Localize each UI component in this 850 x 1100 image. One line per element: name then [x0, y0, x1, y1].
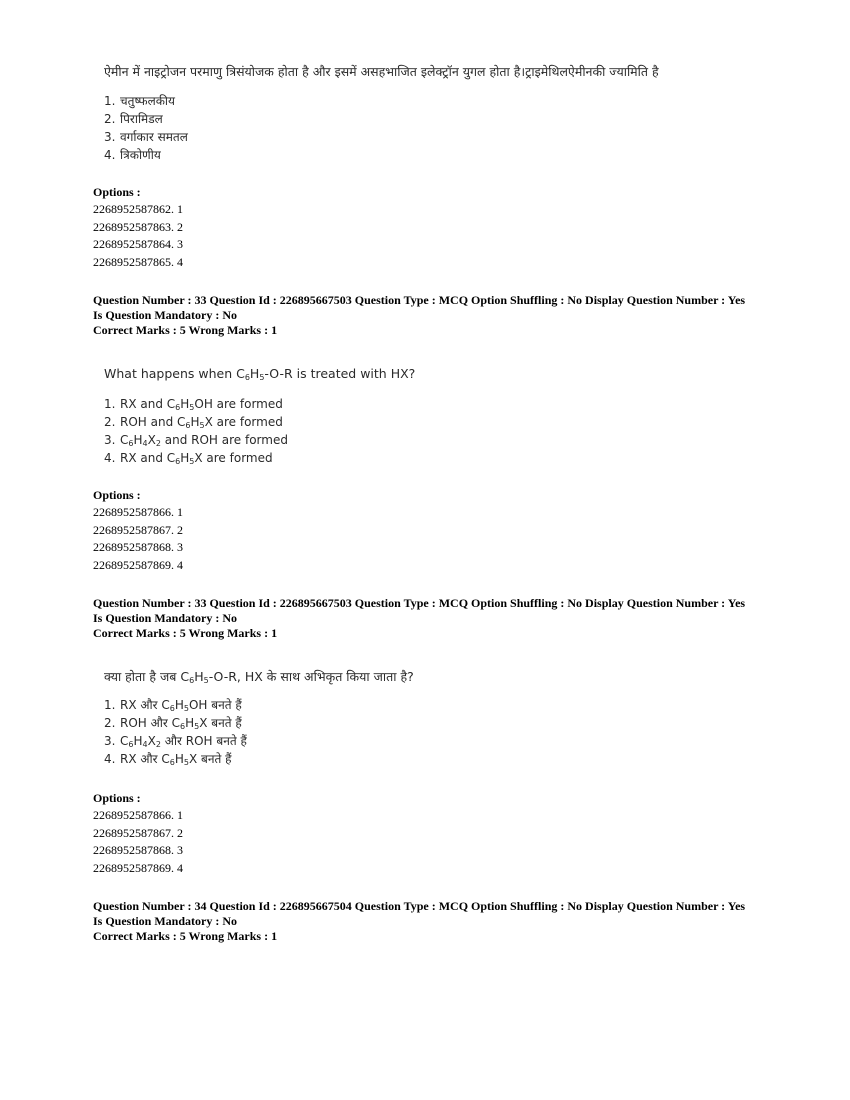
- question-meta: [93, 293, 757, 338]
- choice-item: 1. चतुष्फलकीय: [104, 94, 175, 108]
- marks-info: Correct Marks : 5 Wrong Marks : 1: [93, 626, 278, 640]
- question-text: ऐमीन में नाइट्रोजन परमाणु त्रिसंयोजक होता है और इसमें असहभाजित इलेक्ट्रॉन युगल होता है।ट्राइमेथिलऐमीनकी ज्यामिति है: [104, 64, 659, 79]
- question-meta: [93, 899, 757, 944]
- choice-item: 4. RX और $C_6H_5X$ बनते हैं: [104, 752, 232, 767]
- option-id: 2268952587866. 1: [93, 505, 183, 519]
- question-header: Question Number : 34 Question Id : 226895667504 Question Type : MCQ Option Shuffling : No Display Question Number : Yes Is Question Mandatory : No: [93, 899, 746, 928]
- question-header: Question Number : 33 Question Id : 226895667503 Question Type : MCQ Option Shuffling : No Display Question Number : Yes Is Question Mandatory : No: [93, 596, 746, 625]
- option-id: 2268952587868. 3: [93, 540, 183, 555]
- choice-list: [104, 696, 247, 768]
- option-id: 2268952587867. 2: [93, 522, 183, 537]
- choice-item: 4. त्रिकोणीय: [104, 148, 161, 162]
- option-id: 2268952587864. 3: [93, 237, 183, 252]
- question-meta: [93, 596, 757, 641]
- option-id: 2268952587865. 4: [93, 255, 183, 270]
- options-heading: Options :: [93, 488, 141, 502]
- option-id: 2268952587869. 4: [93, 861, 183, 876]
- choice-item: 2. ROH and $C_6H_5X$ are formed: [104, 415, 283, 430]
- choice-list: [104, 395, 288, 467]
- choice-item: 1. RX and $C_6H_5OH$ are formed: [104, 397, 283, 412]
- question-header: Question Number : 33 Question Id : 226895667503 Question Type : MCQ Option Shuffling : No Display Question Number : Yes Is Question Mandatory : No: [93, 293, 746, 322]
- choice-item: 3. $C_6H_4X_2$ and ROH are formed: [104, 433, 288, 448]
- choice-item: 4. RX and $C_6H_5X$ are formed: [104, 451, 273, 466]
- option-id: 2268952587867. 2: [93, 825, 183, 840]
- choice-item: 2. ROH और $C_6H_5X$ बनते हैं: [104, 716, 242, 731]
- options-heading: Options :: [93, 791, 141, 805]
- choice-item: 3. वर्गाकार समतल: [104, 130, 188, 144]
- option-id: 2268952587866. 1: [93, 808, 183, 822]
- option-id: 2268952587868. 3: [93, 843, 183, 858]
- options-list: [93, 504, 183, 575]
- choice-list: [104, 92, 188, 164]
- marks-info: Correct Marks : 5 Wrong Marks : 1: [93, 323, 278, 337]
- options-heading: Options :: [93, 185, 141, 199]
- choice-item: 2. पिरामिडल: [104, 112, 163, 126]
- options-list: [93, 807, 183, 878]
- options-list: [93, 201, 183, 272]
- option-id: 2268952587862. 1: [93, 202, 183, 216]
- option-id: 2268952587869. 4: [93, 558, 183, 573]
- question-text: What happens when $C_6H_5-O-R$ is treated with HX?: [104, 366, 416, 382]
- choice-item: 3. $C_6H_4X_2$ और ROH बनते हैं: [104, 734, 247, 749]
- marks-info: Correct Marks : 5 Wrong Marks : 1: [93, 929, 278, 943]
- question-text: क्या होता है जब $C_6H_5-O-R$, HX के साथ अभिकृत किया जाता है?: [104, 669, 414, 685]
- choice-item: 1. RX और $C_6H_5OH$ बनते हैं: [104, 698, 242, 713]
- option-id: 2268952587863. 2: [93, 219, 183, 234]
